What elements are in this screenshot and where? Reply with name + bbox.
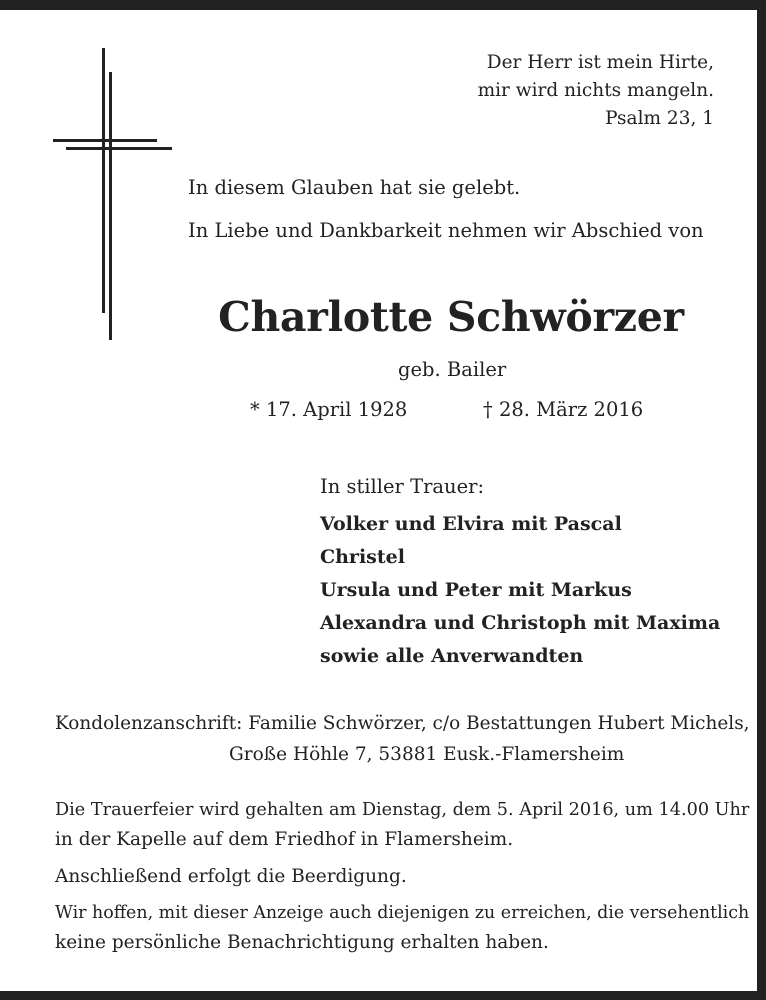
psalm-line-2: mir wird nichts mangeln. [477,80,714,101]
burial-info: Anschließend erfolgt die Beerdigung. [55,866,407,887]
mourner-name: Alexandra und Christoph mit Maxima [320,612,721,634]
psalm-reference: Psalm 23, 1 [605,108,714,129]
frame-border-bottom [0,991,766,1000]
notice-line-1: Wir hoffen, mit dieser Anzeige auch diejenigen zu erreichen, die versehentlich [55,903,750,923]
service-info-line-1: Die Trauerfeier wird gehalten am Dienstag, dem 5. April 2016, um 14.00 Uhr [55,800,750,820]
mourner-name: Volker und Elvira mit Pascal [320,513,622,535]
condolence-address-line-1: Kondolenzanschrift: Familie Schwörzer, c/o Bestattungen Hubert Michels, [55,713,750,734]
frame-border-top [0,0,766,10]
frame-border-right [757,0,766,1000]
service-info-line-2: in der Kapelle auf dem Friedhof in Flamersheim. [55,829,514,850]
maiden-name: geb. Bailer [398,358,507,381]
mourner-name: sowie alle Anverwandten [320,645,584,667]
psalm-line-1: Der Herr ist mein Hirte, [486,52,714,73]
intro-line-1: In diesem Glauben hat sie gelebt. [188,176,521,199]
deceased-name: Charlotte Schwörzer [218,293,684,341]
psalm-quote [478,49,714,133]
mourners-heading: In stiller Trauer: [320,475,485,498]
notice-line-2: keine persönliche Benachrichtigung erhalten haben. [55,932,549,953]
condolence-address-line-2: Große Höhle 7, 53881 Eusk.-Flamersheim [229,744,625,765]
death-date: † 28. März 2016 [483,398,644,421]
birth-date: * 17. April 1928 [250,398,408,421]
mourner-name: Ursula und Peter mit Markus [320,579,632,601]
mourner-name: Christel [320,546,405,568]
intro-line-2: In Liebe und Dankbarkeit nehmen wir Abschied von [188,219,704,242]
